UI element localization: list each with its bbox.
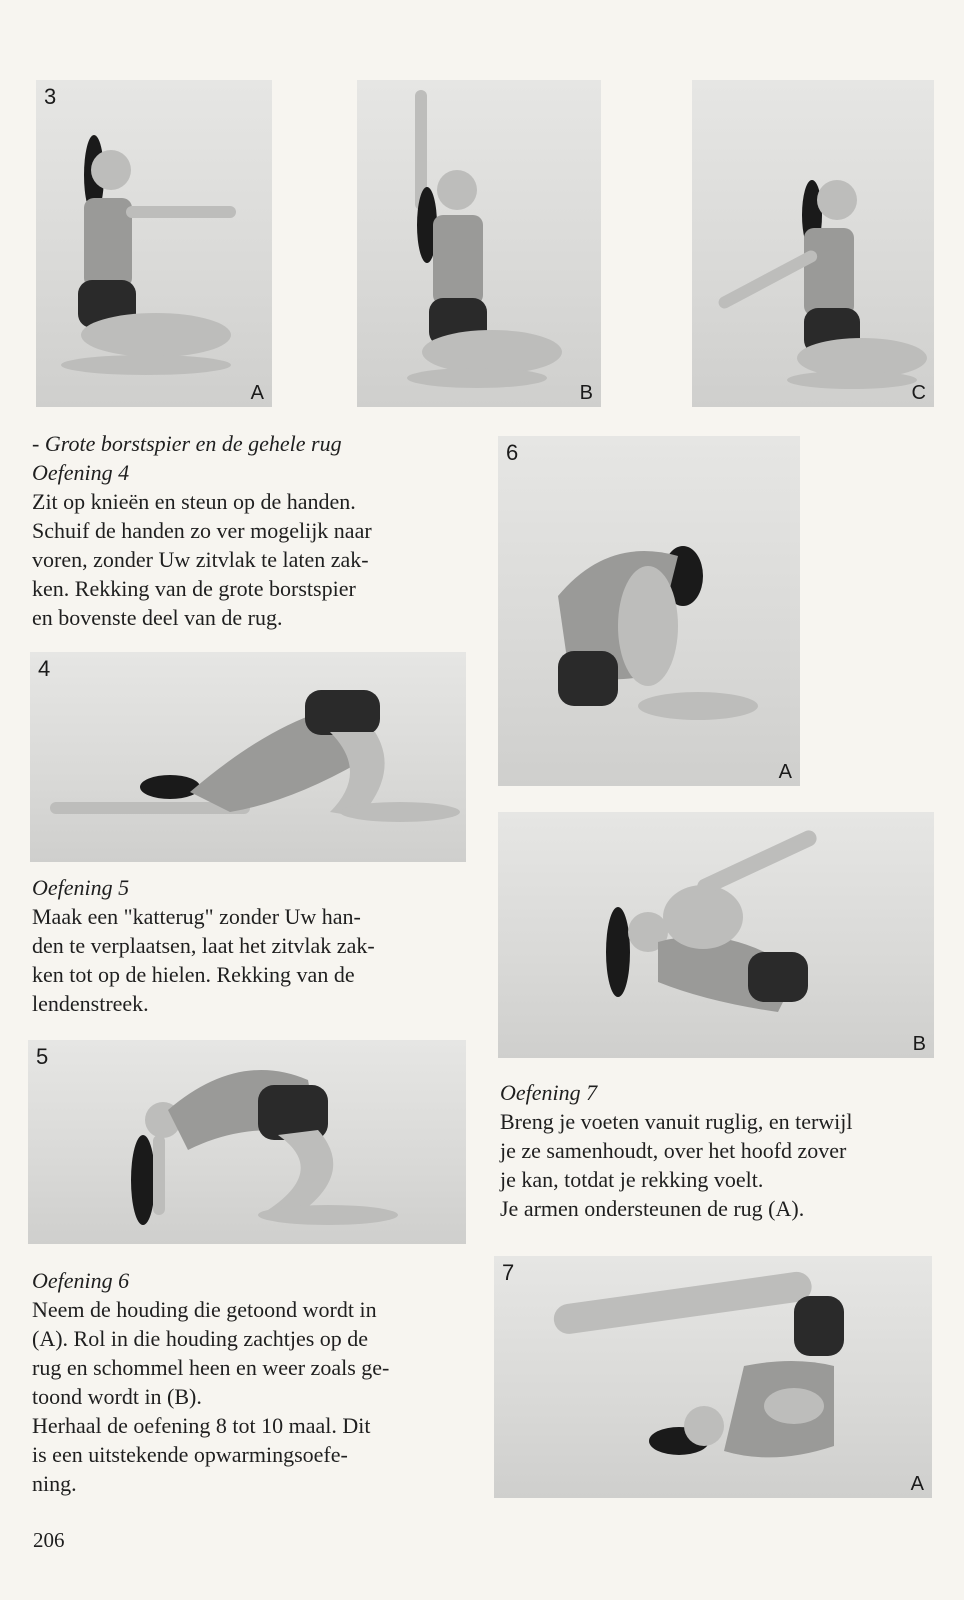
plough-pose-illustration <box>494 1256 932 1498</box>
figure-letter: A <box>778 761 792 783</box>
figure-letter: B <box>912 1033 926 1055</box>
photo-5 <box>28 1040 466 1244</box>
kneeling-arms-forward-illustration <box>36 80 272 407</box>
exercise-6-line: toond wordt in (B). <box>32 1384 202 1409</box>
exercise-7-line: je kan, totdat je rekking voelt. <box>500 1167 764 1192</box>
text-block-exercise-6 <box>32 1266 466 1498</box>
exercise-5-line: ken tot op de hielen. Rekking van de <box>32 962 355 987</box>
photo-6b <box>498 812 934 1058</box>
figure-letter: A <box>250 382 264 404</box>
exercise-4-line: ken. Rekking van de grote borstspier <box>32 576 356 601</box>
exercise-6-line: Herhaal de oefening 8 tot 10 maal. Dit <box>32 1413 371 1438</box>
photo-3c <box>692 80 934 407</box>
figure-number: 5 <box>36 1044 49 1069</box>
figure-number: 4 <box>38 656 51 681</box>
photo-7a <box>494 1256 932 1498</box>
section-heading: - Grote borstspier en de gehele rug <box>32 431 342 456</box>
exercise-6-title: Oefening 6 <box>32 1268 130 1293</box>
photo-3b <box>357 80 601 407</box>
exercise-7-line: Breng je voeten vanuit ruglig, en terwijl <box>500 1109 853 1134</box>
cat-stretch-forward-illustration <box>30 652 466 862</box>
exercise-4-title: Oefening 4 <box>32 460 130 485</box>
kneeling-arms-up-illustration <box>357 80 601 407</box>
photo-4 <box>30 652 466 862</box>
exercise-4-line: Schuif de handen zo ver mogelijk naar <box>32 518 372 543</box>
rolling-on-back-illustration <box>498 812 934 1058</box>
exercise-6-line: rug en schommel heen en weer zoals ge- <box>32 1355 390 1380</box>
photo-3a <box>36 80 272 407</box>
figure-letter: B <box>579 382 593 404</box>
figure-number: 6 <box>506 440 519 465</box>
exercise-7-title: Oefening 7 <box>500 1080 598 1105</box>
exercise-4-line: voren, zonder Uw zitvlak te laten zak- <box>32 547 369 572</box>
seated-hug-knees-illustration <box>498 436 800 786</box>
text-block-exercise-5 <box>32 873 466 1018</box>
exercise-5-line: lendenstreek. <box>32 991 149 1016</box>
text-block-exercise-4 <box>32 429 466 632</box>
exercise-5-title: Oefening 5 <box>32 875 130 900</box>
exercise-7-line: Je armen ondersteunen de rug (A). <box>500 1196 805 1221</box>
exercise-4-line: en bovenste deel van de rug. <box>32 605 283 630</box>
figure-letter: C <box>911 382 926 404</box>
page-number: 206 <box>33 1528 65 1552</box>
exercise-6-line: ning. <box>32 1471 77 1496</box>
cat-back-illustration <box>28 1040 466 1244</box>
figure-number: 3 <box>44 84 57 109</box>
exercise-7-line: je ze samenhoudt, over het hoofd zover <box>500 1138 847 1163</box>
exercise-5-line: den te verplaatsen, laat het zitvlak zak- <box>32 933 375 958</box>
exercise-6-line: is een uitstekende opwarmingsoefe- <box>32 1442 348 1467</box>
figure-number: 7 <box>502 1260 515 1285</box>
exercise-6-line: Neem de houding die getoond wordt in <box>32 1297 377 1322</box>
text-block-exercise-7 <box>500 1078 934 1223</box>
exercise-6-line: (A). Rol in die houding zachtjes op de <box>32 1326 369 1351</box>
exercise-4-line: Zit op knieën en steun op de handen. <box>32 489 356 514</box>
exercise-5-line: Maak een "katterug" zonder Uw han- <box>32 904 361 929</box>
photo-6a <box>498 436 800 786</box>
kneeling-arms-back-illustration <box>692 80 934 407</box>
figure-letter: A <box>910 1473 924 1495</box>
